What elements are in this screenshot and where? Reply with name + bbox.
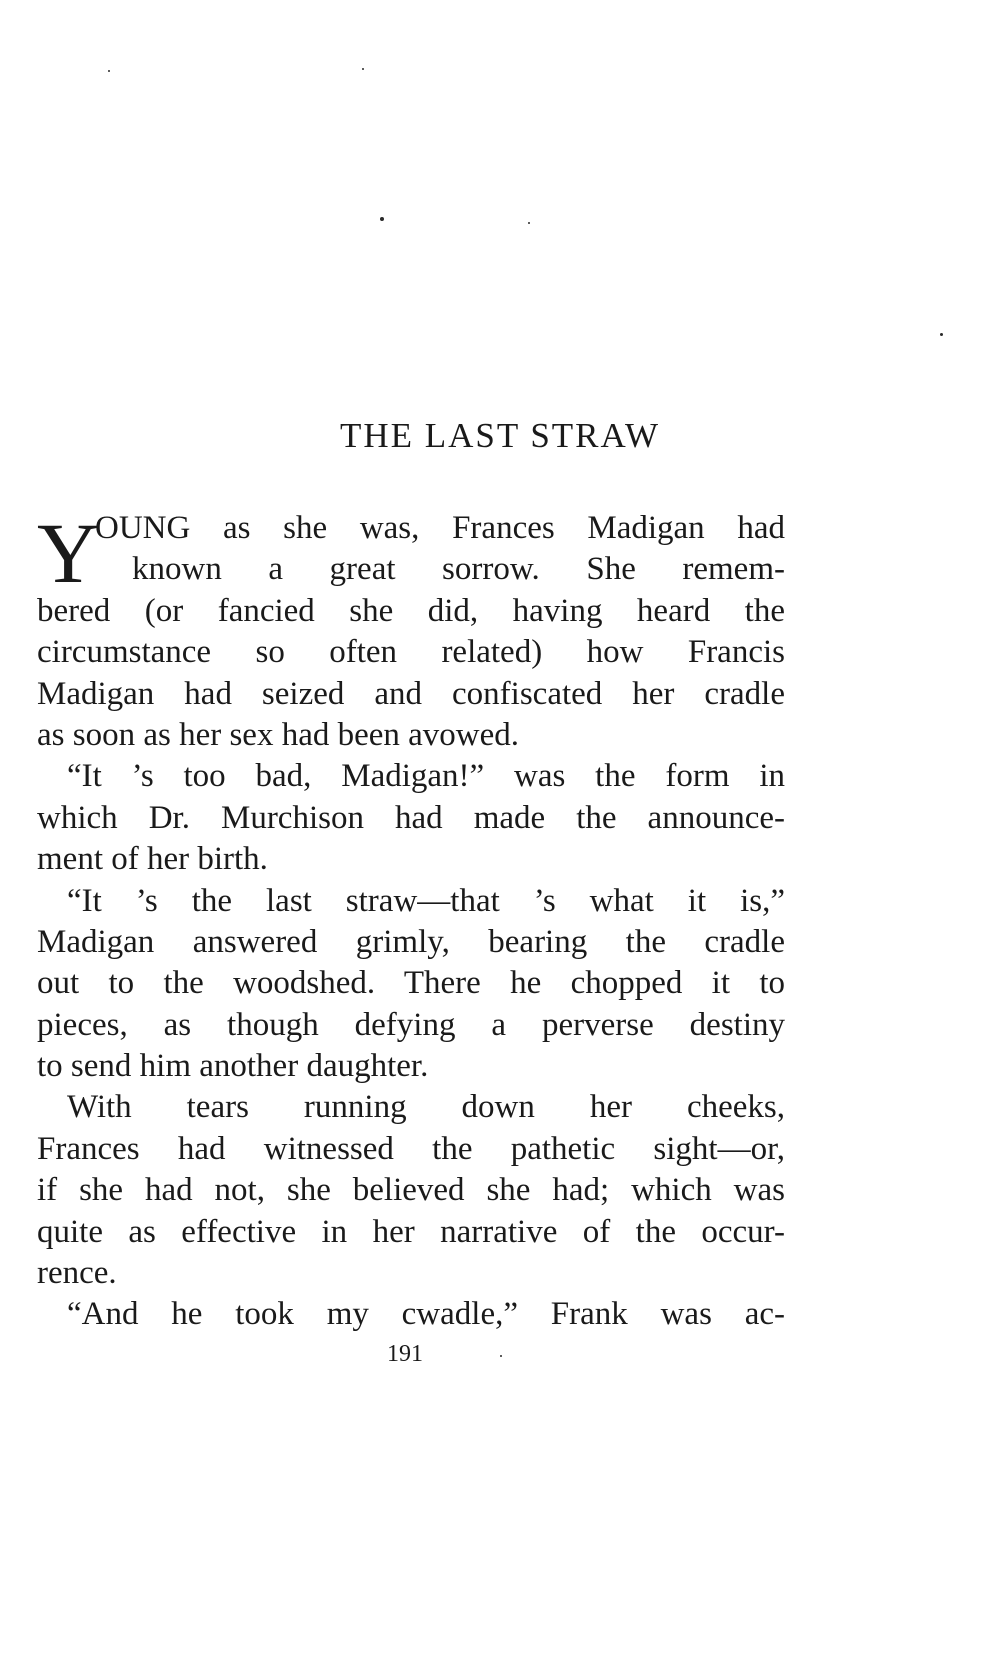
scan-speck xyxy=(108,70,110,72)
text-line: as soon as her sex had been avowed. xyxy=(37,716,520,753)
text-line: if she had not, she believed she had; which was xyxy=(37,1172,785,1209)
scan-speck xyxy=(528,222,530,224)
text-line: With tears running down her cheeks, xyxy=(67,1089,785,1126)
text-line: Frances had witnessed the pathetic sight—or, xyxy=(37,1130,785,1167)
text-line: Madigan had seized and confiscated her cradle xyxy=(37,675,785,712)
text-line: OUNG as she was, Frances Madigan had xyxy=(95,510,785,546)
text-line: pieces, as though defying a perverse destiny xyxy=(37,1006,785,1043)
text-line: Madigan answered grimly, bearing the cradle xyxy=(37,923,785,960)
chapter-title: THE LAST STRAW xyxy=(339,416,661,455)
text-line: quite as effective in her narrative of the occur- xyxy=(37,1213,785,1250)
text-line: to send him another daughter. xyxy=(37,1048,429,1085)
text-line: “And he took my cwadle,” Frank was ac- xyxy=(67,1296,785,1333)
text-line: out to the woodshed. There he chopped it to xyxy=(37,965,785,1002)
text-line: “It ’s too bad, Madigan!” was the form in xyxy=(67,758,785,795)
text-line: “It ’s the last straw—that ’s what it is,” xyxy=(67,882,785,919)
scan-speck xyxy=(940,333,943,336)
text-line: which Dr. Murchison had made the announce- xyxy=(37,799,785,836)
page-number: 191 xyxy=(387,1341,423,1367)
text-line: bered (or fancied she did, having heard the xyxy=(37,592,785,629)
scan-speck xyxy=(380,217,384,221)
body-text xyxy=(37,505,785,1336)
text-line: known a great sorrow. She remem- xyxy=(132,551,785,588)
text-line: rence. xyxy=(37,1255,117,1292)
text-line: circumstance so often related) how Francis xyxy=(37,634,785,671)
text-line: ment of her birth. xyxy=(37,841,268,878)
scan-speck xyxy=(362,68,364,70)
drop-cap: Y xyxy=(37,505,100,601)
